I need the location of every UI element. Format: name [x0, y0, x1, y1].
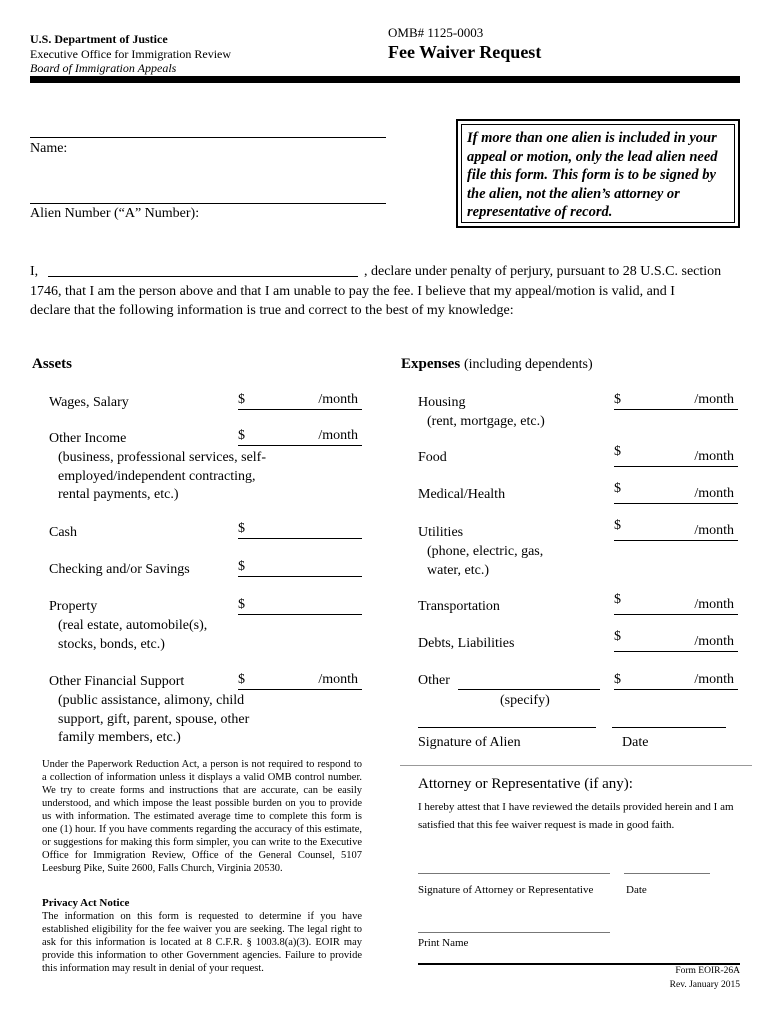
asset-label-other-support: Other Financial Support: [49, 674, 185, 689]
asset-field-property[interactable]: [238, 595, 362, 615]
asset-field-other-support[interactable]: [238, 670, 362, 690]
dollar-sign: $: [614, 629, 621, 644]
print-name-line[interactable]: [418, 932, 610, 933]
asset-label-property: Property: [49, 599, 98, 614]
dollar-sign: $: [238, 597, 245, 612]
section-divider: [400, 765, 752, 766]
asset-detail-property: (real estate, automobile(s), stocks, bonds, etc.): [58, 618, 208, 652]
privacy-heading: Privacy Act Notice: [42, 897, 130, 909]
expense-field-utilities[interactable]: [614, 520, 738, 541]
dollar-sign: $: [614, 518, 621, 533]
asset-label-other-income: Other Income: [49, 431, 127, 446]
dollar-sign: $: [238, 672, 245, 687]
per-month-unit: /month: [694, 634, 734, 649]
name-input-line[interactable]: [30, 137, 386, 138]
per-month-unit: /month: [694, 672, 734, 687]
dollar-sign: $: [614, 592, 621, 607]
expense-label-debts: Debts, Liabilities: [418, 636, 515, 651]
expense-field-medical[interactable]: [614, 483, 738, 504]
expense-field-debts[interactable]: [614, 631, 738, 652]
attorney-heading: Attorney or Representative (if any):: [418, 776, 633, 792]
asset-detail-other-income: (business, professional services, self-employed/independent contracting, rental payments, etc.): [58, 450, 267, 502]
name-label: Name:: [30, 141, 68, 156]
asset-detail-other-support: (public assistance, alimony, child support, gift, parent, spouse, other family members, etc.): [58, 693, 250, 745]
alien-date-line[interactable]: [612, 727, 726, 728]
assets-heading: Assets: [32, 356, 72, 372]
dollar-sign: $: [238, 392, 245, 407]
attorney-signature-label: Signature of Attorney or Representative: [418, 884, 594, 896]
expenses-heading-note: (including dependents): [463, 357, 593, 372]
attorney-date-line[interactable]: [624, 873, 710, 874]
per-month-unit: /month: [318, 392, 358, 407]
dollar-sign: $: [238, 521, 245, 536]
expense-detail-utilities: (phone, electric, gas, water, etc.): [427, 544, 544, 578]
expense-field-housing[interactable]: [614, 392, 738, 410]
paperwork-reduction-notice: Under the Paperwork Reduction Act, a person is not required to respond to a collection of information unless it displays a valid OMB control number. We try to create forms and instructions that are accurate, can be easily understood, and which impose the least possible burden on you to provide us with information. The estimated average time to complete this form is one (1) hour. If you have comments regarding the accuracy of this estimate, or suggestions for making this form simpler, you can write to the Executive Office for Immigration Review, Office of the General Counsel, 5107 Leesburg Pike, Suite 2600, Falls Church, Virginia 20530.: [42, 759, 362, 874]
per-month-unit: /month: [318, 428, 358, 443]
expense-field-transportation[interactable]: [614, 594, 738, 615]
per-month-unit: /month: [694, 523, 734, 538]
expense-label-other: Other: [418, 673, 450, 688]
asset-field-wages[interactable]: [238, 392, 362, 410]
alien-signature-label: Signature of Alien: [418, 735, 521, 750]
expense-label-housing: Housing: [418, 395, 466, 410]
expense-detail-housing: (rent, mortgage, etc.): [427, 414, 545, 429]
page-title: Fee Waiver Request: [388, 42, 542, 62]
print-name-label: Print Name: [418, 937, 469, 949]
attorney-attest-line-2: satisfied that this fee waiver request is made in good faith.: [418, 819, 675, 831]
asset-label-cash: Cash: [49, 525, 77, 540]
dollar-sign: $: [614, 444, 621, 459]
expense-field-other[interactable]: [614, 670, 738, 690]
declaration-line-2: 1746, that I am the person above and that I am unable to pay the fee. I believe that my appeal/motion is valid, and I: [30, 284, 675, 299]
declarant-name-line[interactable]: [48, 276, 358, 277]
lead-alien-notice-box: [456, 119, 740, 228]
dollar-sign: $: [614, 481, 621, 496]
dollar-sign: $: [614, 392, 621, 407]
asset-label-checking: Checking and/or Savings: [49, 562, 190, 577]
declaration-prefix: I,: [30, 264, 39, 279]
per-month-unit: /month: [694, 449, 734, 464]
dollar-sign: $: [614, 672, 621, 687]
asset-field-other-income[interactable]: [238, 428, 362, 446]
expense-label-food: Food: [418, 450, 447, 465]
asset-field-cash[interactable]: [238, 519, 362, 539]
alien-number-input-line[interactable]: [30, 203, 386, 204]
expense-other-specify-line[interactable]: [458, 689, 600, 690]
privacy-notice-text: The information on this form is requested to determine if you have established eligibility for the fee waiver you are seeking. The legal right to ask for this information is located at 8 C.F.R. § 1003.8(a)(3). EOIR may provide this information to other Government agencies. Failure to provide this information may result in denial of your request.: [42, 911, 362, 974]
expense-label-utilities: Utilities: [418, 525, 464, 540]
expense-label-medical: Medical/Health: [418, 487, 506, 502]
department-name: U.S. Department of Justice: [30, 32, 168, 46]
dollar-sign: $: [238, 428, 245, 443]
alien-date-label: Date: [622, 735, 649, 750]
form-number: Form EOIR-26A: [675, 966, 740, 976]
expense-detail-other: (specify): [500, 693, 550, 708]
dollar-sign: $: [238, 559, 245, 574]
expense-field-food[interactable]: [614, 446, 738, 467]
attorney-signature-line[interactable]: [418, 873, 610, 874]
office-name: Executive Office for Immigration Review: [30, 47, 232, 61]
asset-field-checking[interactable]: [238, 557, 362, 577]
form-revision: Rev. January 2015: [669, 980, 740, 990]
per-month-unit: /month: [694, 486, 734, 501]
omb-number: OMB# 1125-0003: [388, 25, 484, 40]
alien-signature-line[interactable]: [418, 727, 596, 728]
per-month-unit: /month: [694, 597, 734, 612]
footer-rule: [418, 963, 740, 965]
per-month-unit: /month: [694, 392, 734, 407]
header-divider: [30, 76, 740, 83]
declaration-line-1: , declare under penalty of perjury, pursuant to 28 U.S.C. section: [364, 264, 722, 279]
per-month-unit: /month: [318, 672, 358, 687]
attorney-attest-line-1: I hereby attest that I have reviewed the details provided herein and I am: [418, 801, 734, 813]
asset-label-wages: Wages, Salary: [49, 395, 129, 410]
alien-number-label: Alien Number (“A” Number):: [30, 206, 200, 221]
board-name: Board of Immigration Appeals: [30, 61, 177, 75]
expenses-heading-title: Expenses: [401, 356, 461, 372]
expenses-heading: [401, 356, 593, 373]
declaration-line-3: declare that the following information is true and correct to the best of my knowledge:: [30, 303, 514, 318]
attorney-date-label: Date: [626, 884, 647, 896]
expense-label-transportation: Transportation: [418, 599, 500, 614]
lead-alien-notice-text: If more than one alien is included in your appeal or motion, only the lead alien need file this form. This form is to be signed by the alien, not the alien’s attorney or representative of record.: [461, 124, 735, 223]
